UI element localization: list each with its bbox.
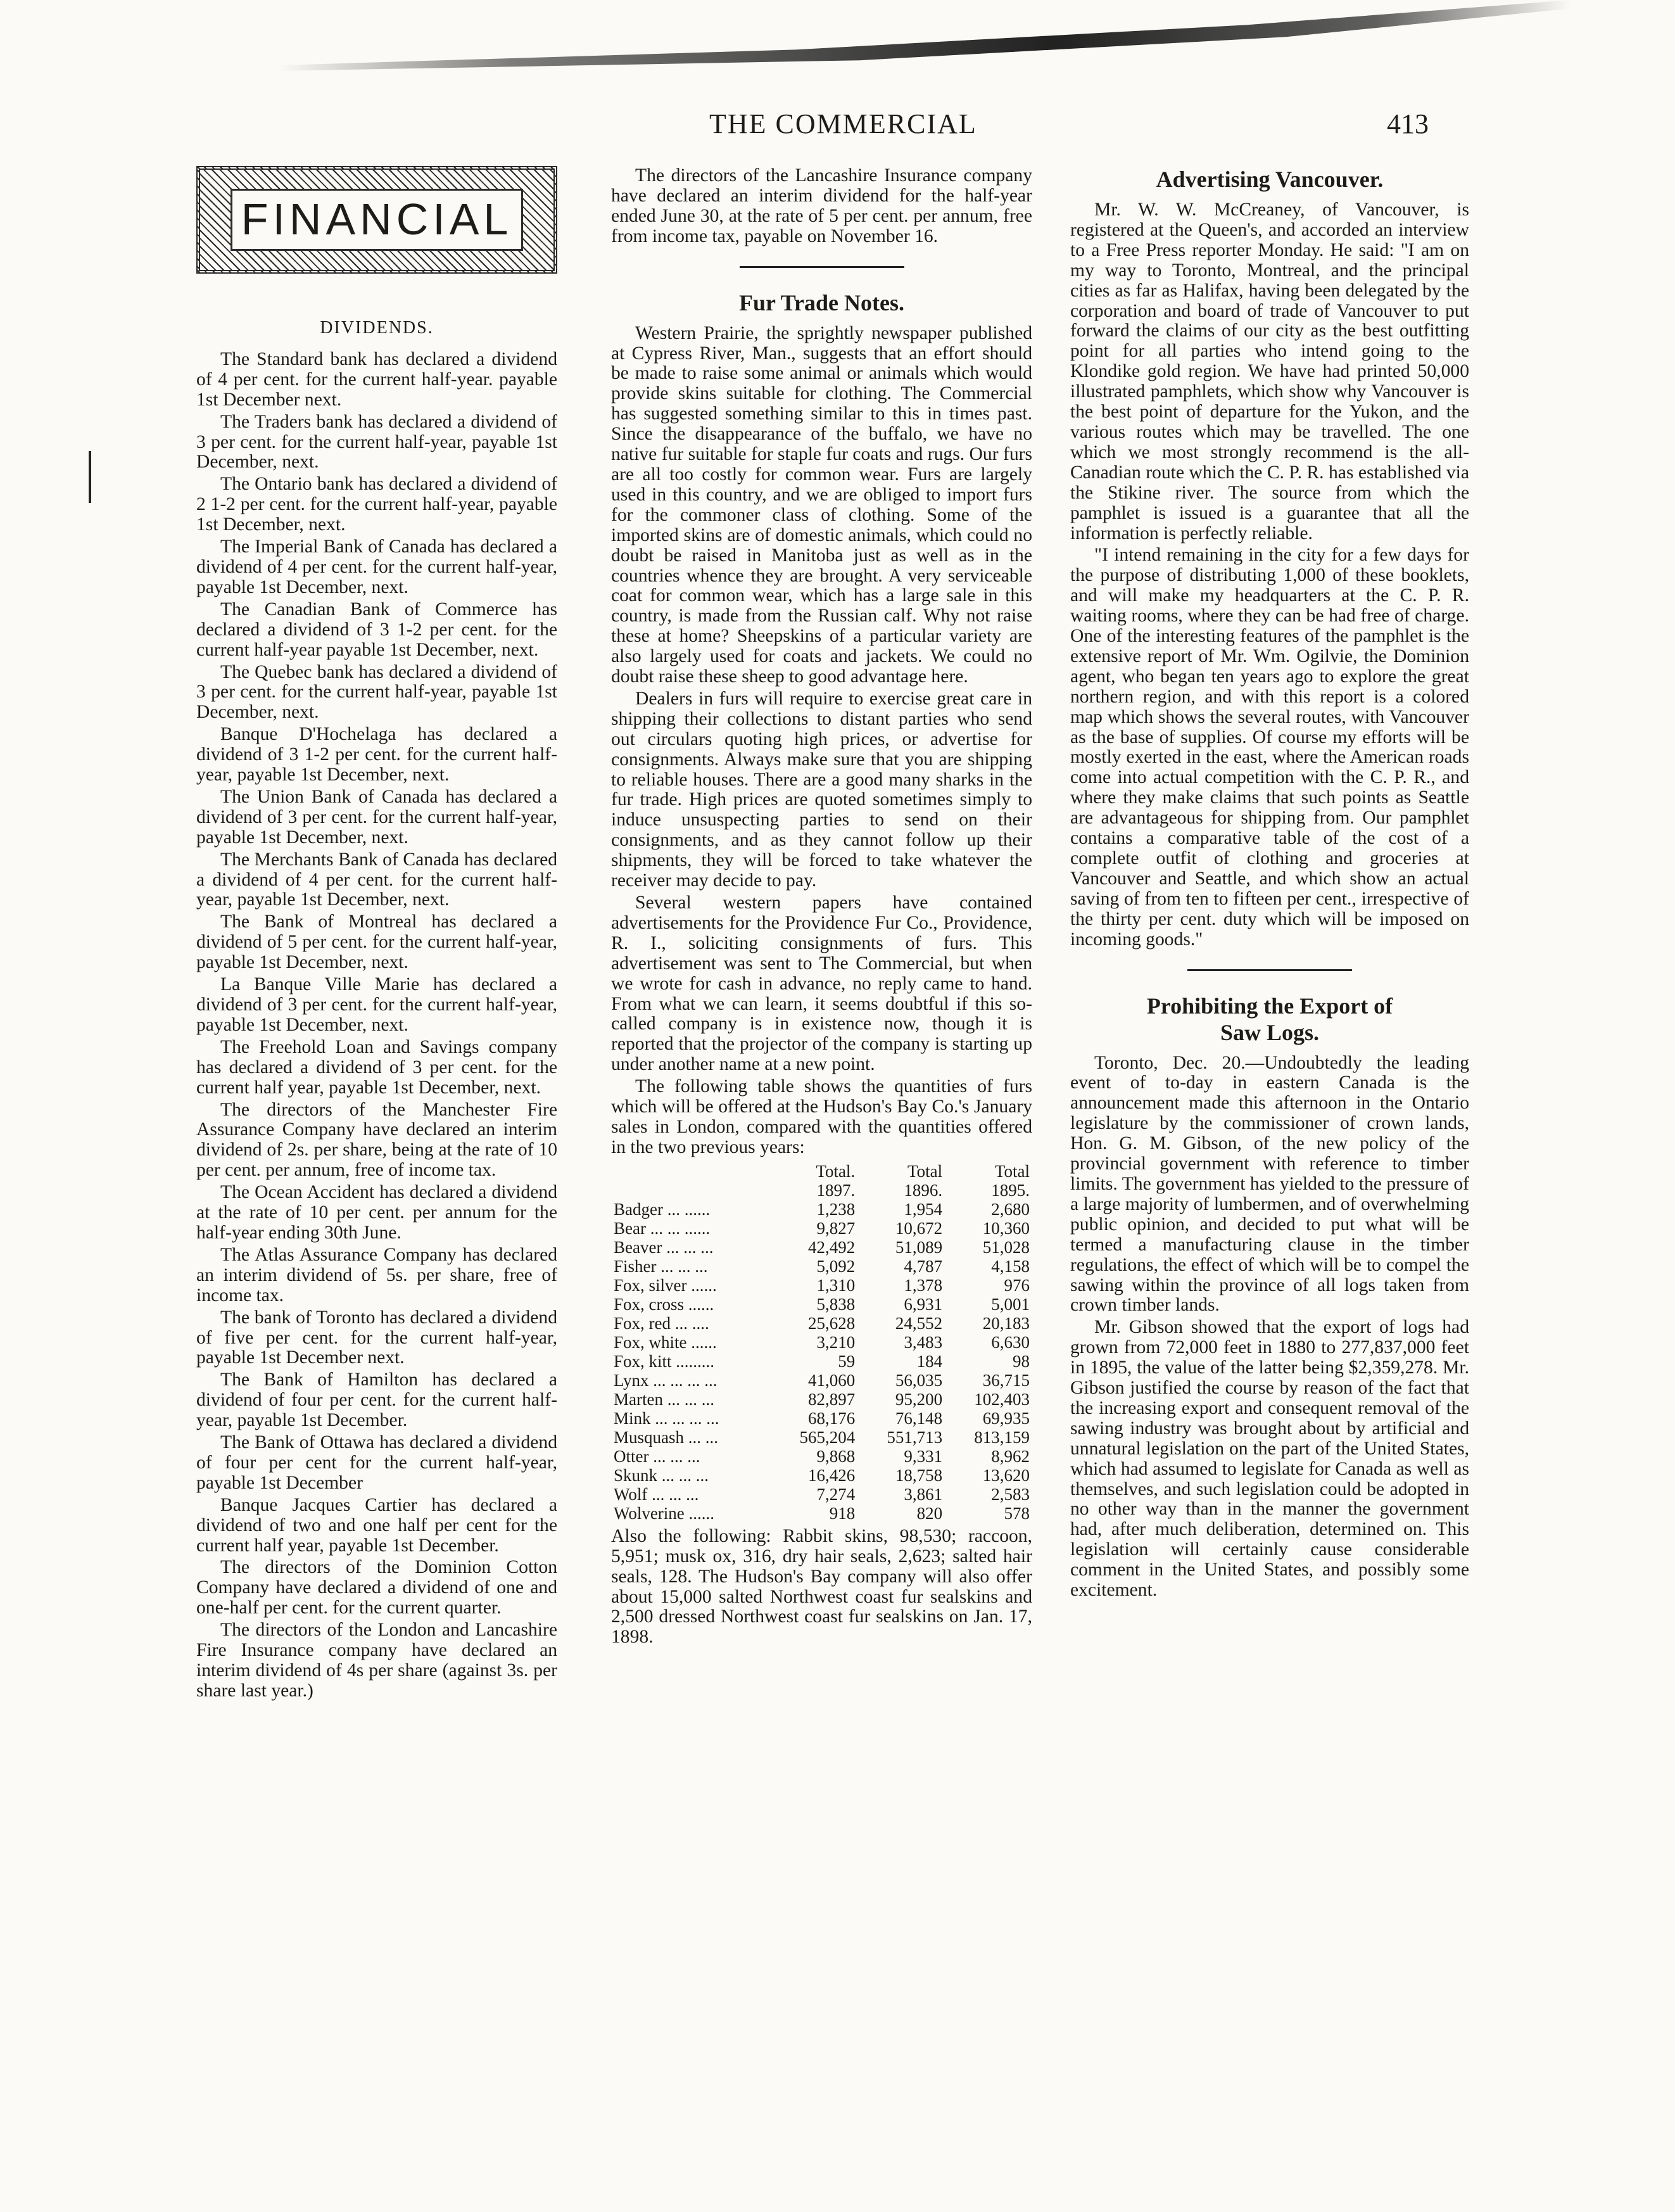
dividend-paragraph: The Merchants Bank of Canada has declared a dividend of 4 per cent. for the current half-year, payable 1st December, next. (196, 849, 557, 910)
fur-value-cell: 95,200 (895, 1389, 943, 1409)
fur-name-cell: Marten ... ... ... (614, 1389, 714, 1409)
table-row (611, 1238, 1032, 1257)
financial-banner (196, 166, 557, 274)
dividend-paragraph: Banque Jacques Cartier has declared a dividend of two and one half per cent for the current half year, payable 1st December. (196, 1494, 557, 1556)
table-row (611, 1295, 1032, 1314)
scan-edge-shadow (279, 0, 1571, 71)
table-row (611, 1276, 1032, 1295)
table-row (611, 1219, 1032, 1238)
dividend-paragraph: The directors of the Manchester Fire Assurance Company have declared an interim dividend of 2s. per share, being at the rate of 10 per cent. per annum, free of income tax. (196, 1099, 557, 1181)
fur-table-header-row (611, 1162, 1032, 1181)
fur-value-cell: 1,954 (904, 1199, 943, 1219)
fur-paragraph: Several western papers have contained advertisements for the Providence Fur Co., Providence, R. I., soliciting consignments of furs. This advertisement was sent to The Commercial, but when we wrote for cash in advance, no reply came to hand. From what we can learn, it seems doubtful if this so-called company is in existence now, though it is reported that the projector of the company is starting up under another name at a new point. (611, 893, 1032, 1075)
dividend-paragraph: The bank of Toronto has declared a dividend of five per cent. for the current half-year, payable 1st December next. (196, 1307, 557, 1368)
dividend-paragraph: The Standard bank has declared a dividend of 4 per cent. for the current half-year. payable 1st December next. (196, 348, 557, 410)
dividend-paragraph: The Imperial Bank of Canada has declared a dividend of 4 per cent. for the current half-year, payable 1st December, next. (196, 537, 557, 597)
fur-value-cell: 565,204 (799, 1427, 856, 1447)
dividend-paragraph: The Quebec bank has declared a dividend of 3 per cent. for the current half-year, payable 1st December, next. (196, 661, 557, 723)
dividend-paragraph: La Banque Ville Marie has declared a dividend of 3 per cent. for the current half-year, payable 1st December, next. (196, 974, 557, 1035)
fur-value-cell: 13,620 (982, 1465, 1030, 1485)
fur-value-cell: 2,680 (991, 1199, 1030, 1219)
fur-value-cell: 813,159 (974, 1427, 1030, 1447)
page-number: 413 (1387, 108, 1429, 139)
fur-name-cell: Wolf ... ... ... (614, 1484, 699, 1504)
dividend-paragraph: The Union Bank of Canada has declared a dividend of 3 per cent. for the current half-year, payable 1st December, next. (196, 786, 557, 848)
table-row (611, 1390, 1032, 1409)
fur-name-cell: Bear ... ... ...... (614, 1218, 711, 1238)
table-row (611, 1352, 1032, 1371)
fur-name-cell: Otter ... ... ... (614, 1446, 700, 1466)
dividend-paragraph: The Traders bank has declared a dividend of 3 per cent. for the current half-year, payable 1st December, next. (196, 411, 557, 473)
fur-value-cell: 24,552 (895, 1313, 943, 1333)
fur-value-cell: 82,897 (807, 1389, 856, 1409)
fur-table (611, 1162, 1032, 1523)
fur-value-cell: 9,827 (816, 1218, 856, 1238)
fur-paragraph: Dealers in furs will require to exercise great care in shipping their collections to distant parties who send out circulars quoting high prices, or advertise for consignments. Always make sure that you are shipping to reliable houses. There are a good many sharks in the fur trade. High prices are quoted sometimes simply to induce unsuspecting parties to send on their consignments, and as they cannot follow up their shipments, they will be forced to take whatever the receiver may decide to pay. (611, 688, 1032, 891)
saw-logs-title-line2: Saw Logs. (1220, 1019, 1320, 1045)
table-row (611, 1504, 1032, 1523)
fur-value-cell: 1,238 (816, 1199, 856, 1219)
fur-value-cell: 16,426 (807, 1465, 856, 1485)
dividend-paragraph: Banque D'Hochelaga has declared a dividend of 3 1-2 per cent. for the current half-year, payable 1st December, next. (196, 724, 557, 785)
table-row (611, 1485, 1032, 1504)
fur-value-cell: 4,787 (904, 1256, 943, 1276)
fur-name-cell: Fox, cross ...... (614, 1294, 714, 1314)
fur-name-cell: Skunk ... ... ... (614, 1465, 709, 1485)
fur-name-cell: Lynx ... ... ... ... (614, 1370, 717, 1390)
table-row (611, 1466, 1032, 1485)
vancouver-paragraphs (1070, 200, 1469, 950)
section-rule (740, 266, 904, 268)
fur-value-cell: 918 (829, 1503, 856, 1523)
fur-value-cell: 68,176 (807, 1408, 856, 1428)
fur-value-cell: 3,210 (816, 1332, 856, 1352)
fur-value-cell: 51,089 (895, 1237, 943, 1257)
fur-value-cell: 10,360 (982, 1218, 1030, 1238)
table-row (611, 1428, 1032, 1447)
vancouver-paragraph: Mr. W. W. McCreaney, of Vancouver, is registered at the Queen's, and accorded an interview to a Free Press reporter Monday. He said: "I am on my way to Toronto, Montreal, and the principal cities as far as Halifax, having been delegated by the corporation and board of trade of Vancouver to put forward the claims of our city as the best outfitting point for all parties who intend going to the Klondike gold region. We have had printed 50,000 illustrated pamphlets, which show why Vancouver is the best point of departure for the Yukon, and the various routes which may be travelled. The one which we most strongly recommend is the all-Canadian route which the C. P. R. has established via the Stikine river. The source from which the pamphlet is issued is a guarantee that all the information is perfectly reliable. (1070, 200, 1469, 543)
dividend-paragraph: The Freehold Loan and Savings company has declared a dividend of 3 per cent. for the current half year, payable 1st December, next. (196, 1036, 557, 1098)
lancashire-paragraph: The directors of the Lancashire Insurance company have declared an interim dividend for the half-year ended June 30, at the rate of 5 per cent. per annum, free from income tax, payable on November 16. (611, 165, 1032, 246)
fur-value-cell: 820 (916, 1503, 943, 1523)
advertising-vancouver-title: Advertising Vancouver. (1156, 167, 1384, 192)
saw-logs-paragraph: Mr. Gibson showed that the export of logs had grown from 72,000 feet in 1880 to 277,837,000 feet in 1895, the value of the latter being $2,359,278. Mr. Gibson justified the course by reason of the fact that the increasing export and consequent removal of the sawing industry was brought about by artificial and unnatural legislation on the part of the United States, which had assumed to legislate for Canada as well as themselves, and such legislation could be adopted in no other way than in the manner the government had, after much deliberation, determined on. This legislation will certainly cause considerable comment in the United States, and possibly some excitement. (1070, 1317, 1469, 1601)
fur-value-cell: 36,715 (982, 1370, 1030, 1390)
table-row (611, 1371, 1032, 1390)
fur-value-cell: 98 (1013, 1351, 1030, 1371)
saw-logs-paragraphs (1070, 1053, 1469, 1601)
fur-value-cell: 976 (1004, 1275, 1030, 1295)
fur-name-cell: Fisher ... ... ... (614, 1256, 708, 1276)
fur-value-cell: 184 (916, 1351, 943, 1371)
fur-value-cell: 59 (838, 1351, 856, 1371)
fur-value-cell: 5,001 (991, 1294, 1030, 1314)
table-row (611, 1409, 1032, 1428)
fur-value-cell: 4,158 (991, 1256, 1030, 1276)
column-vancouver (1070, 166, 1469, 1603)
dividend-paragraph: The Canadian Bank of Commerce has declared a dividend of 3 1-2 per cent. for the current half-year payable 1st December, next. (196, 599, 557, 660)
fur-table-col-label: Total (907, 1161, 943, 1181)
dividend-paragraph: The Bank of Ottawa has declared a dividend of four per cent for the current half-year, payable 1st December (196, 1432, 557, 1493)
fur-table-footnote: Also the following: Rabbit skins, 98,530; raccoon, 5,951; musk ox, 316, dry hair seals, 2,623; salted hair seals, 128. The Hudson's Bay company will also offer about 15,000 salted Northwest coast fur sealskins and 2,500 dressed Northwest coast fur sealskins on Jan. 17, 1898. (611, 1525, 1032, 1648)
fur-table-col-label: Total (994, 1161, 1030, 1181)
fur-value-cell: 551,713 (887, 1427, 943, 1447)
fur-paragraph: Western Prairie, the sprightly newspaper published at Cypress River, Man., suggests that an effort should be made to raise some animal or animals which would provide skins suitable for clothing. The Commercial has suggested something similar to this in times past. Since the disappearance of the buffalo, we have no native fur suitable for staple fur coats and rugs. Our furs are all too costly for common wear. Furs are largely used in this country, and we are obliged to import furs for the commoner class of clothing. Some of the imported skins are of domestic animals, which could no doubt be raised in Manitoba just as well as in the countries whence they are brought. A very serviceable coat for common wear, which has a large sale in this country, is made from the Russian calf. Why not raise these at home? Sheepskins of a particular variety are also largely used for coats and jackets. We could no doubt raise these sheep to good advantage here. (611, 322, 1032, 687)
fur-value-cell: 41,060 (807, 1370, 856, 1390)
table-row (611, 1333, 1032, 1352)
column-fur-trade (611, 166, 1032, 1649)
running-title: THE COMMERCIAL (709, 108, 977, 139)
fur-value-cell: 6,931 (904, 1294, 943, 1314)
fur-value-cell: 2,583 (991, 1484, 1030, 1504)
vancouver-paragraph: "I intend remaining in the city for a few days for the purpose of distributing 1,000 of these booklets, and will make my headquarters at the C. P. R. waiting rooms, where they can be had free of charge. One of the interesting features of the pamphlet is the extensive report of Mr. Wm. Ogilvie, the Dominion agent, who began ten years ago to explore the great northern region, and with this report is a colored map which shows the several routes, with Vancouver as the base of supplies. Of course my efforts will be mostly exerted in the east, where the American roads come into actual competition with the C. P. R., and where they make claims that such points as Seattle are advantageous for shipping from. Our pamphlet contains a comparative table of the cost of a complete outfit of clothing and groceries at Vancouver and Seattle, and which show an actual saving of from ten to fifteen per cent., irrespective of the thirty per cent. duty which will be imposed on incoming goods." (1070, 545, 1469, 950)
dividends-heading: DIVIDENDS. (320, 318, 434, 338)
dividend-paragraph: The Bank of Montreal has declared a dividend of 5 per cent. for the current half-year, payable 1st December, next. (196, 912, 557, 973)
fur-name-cell: Beaver ... ... ... (614, 1237, 714, 1257)
fur-value-cell: 9,868 (816, 1446, 856, 1466)
fur-value-cell: 3,483 (904, 1332, 943, 1352)
fur-value-cell: 76,148 (895, 1408, 943, 1428)
dividend-paragraph: The Atlas Assurance Company has declared an interim dividend of 5s. per share, free of income tax. (196, 1244, 557, 1306)
table-row (611, 1257, 1032, 1276)
fur-name-cell: Fox, red ... .... (614, 1313, 709, 1333)
fur-value-cell: 1,310 (816, 1275, 856, 1295)
fur-trade-title: Fur Trade Notes. (739, 289, 904, 315)
fur-name-cell: Musquash ... ... (614, 1427, 719, 1447)
dividend-paragraph: The directors of the Dominion Cotton Company have declared a dividend of one and one-half per cent. for the current quarter. (196, 1557, 557, 1618)
fur-value-cell: 5,838 (816, 1294, 856, 1314)
table-row (611, 1447, 1032, 1466)
fur-name-cell: Badger ... ...... (614, 1199, 711, 1219)
fur-name-cell: Mink ... ... ... ... (614, 1408, 719, 1428)
fur-value-cell: 6,630 (991, 1332, 1030, 1352)
dividend-paragraph: The Ocean Accident has declared a dividend at the rate of 10 per cent. per annum for the half-year ending 30th June. (196, 1182, 557, 1243)
fur-trade-paragraphs (611, 324, 1032, 1158)
fur-table-col-year: 1896. (904, 1180, 943, 1200)
fur-value-cell: 20,183 (982, 1313, 1030, 1333)
fur-value-cell: 9,331 (904, 1446, 943, 1466)
fur-name-cell: Fox, silver ...... (614, 1275, 717, 1295)
fur-value-cell: 5,092 (816, 1256, 856, 1276)
fur-table-year-row (611, 1181, 1032, 1200)
fur-value-cell: 10,672 (895, 1218, 943, 1238)
fur-value-cell: 578 (1004, 1503, 1030, 1523)
fur-paragraph: The following table shows the quantities of furs which will be offered at the Hudson's Bay Co.'s January sales in London, compared with the quantities offered in the two previous years: (611, 1076, 1032, 1157)
fur-table-col-label: Total. (816, 1161, 856, 1181)
fur-value-cell: 102,403 (974, 1389, 1030, 1409)
fur-value-cell: 42,492 (807, 1237, 856, 1257)
table-row (611, 1314, 1032, 1333)
column-financial (196, 166, 557, 1703)
fur-name-cell: Wolverine ...... (614, 1503, 715, 1523)
table-row (611, 1200, 1032, 1219)
saw-logs-title (1070, 993, 1469, 1046)
section-rule (1187, 969, 1352, 971)
financial-banner-title: FINANCIAL (231, 189, 523, 251)
fur-name-cell: Fox, white ...... (614, 1332, 717, 1352)
fur-value-cell: 25,628 (807, 1313, 856, 1333)
fur-value-cell: 56,035 (895, 1370, 943, 1390)
fur-value-cell: 69,935 (982, 1408, 1030, 1428)
margin-mark (89, 451, 91, 503)
fur-value-cell: 1,378 (904, 1275, 943, 1295)
fur-value-cell: 8,962 (991, 1446, 1030, 1466)
dividend-paragraph: The Ontario bank has declared a dividend of 2 1-2 per cent. for the current half-year, payable 1st December, next. (196, 474, 557, 535)
dividend-paragraph: The Bank of Hamilton has declared a dividend of four per cent. for the current half-year, payable 1st December. (196, 1370, 557, 1431)
fur-value-cell: 18,758 (895, 1465, 943, 1485)
dividends-paragraphs (196, 350, 557, 1701)
fur-table-col-year: 1895. (991, 1180, 1030, 1200)
fur-table-col-year: 1897. (816, 1180, 856, 1200)
fur-name-cell: Fox, kitt ......... (614, 1351, 715, 1371)
saw-logs-paragraph: Toronto, Dec. 20.—Undoubtedly the leading event of to-day in eastern Canada is the announcement made this afternoon in the Ontario legislature by the commissioner of crown lands, Hon. G. M. Gibson, of the new policy of the provincial government with reference to timber limits. The government has yielded to the pressure of a large majority of lumbermen, and of overwhelming public opinion, and decided to put what will be termed a manufacturing clause in the timber regulations, the effect of which will be to compel the sawing within the province of all logs taken from crown timber lands. (1070, 1052, 1469, 1316)
dividend-paragraph: The directors of the London and Lancashire Fire Insurance company have declared an interim dividend of 4s per share (against 3s. per share last year.) (196, 1620, 557, 1701)
fur-value-cell: 51,028 (982, 1237, 1030, 1257)
fur-value-cell: 3,861 (904, 1484, 943, 1504)
fur-value-cell: 7,274 (816, 1484, 856, 1504)
saw-logs-title-line1: Prohibiting the Export of (1146, 993, 1393, 1019)
